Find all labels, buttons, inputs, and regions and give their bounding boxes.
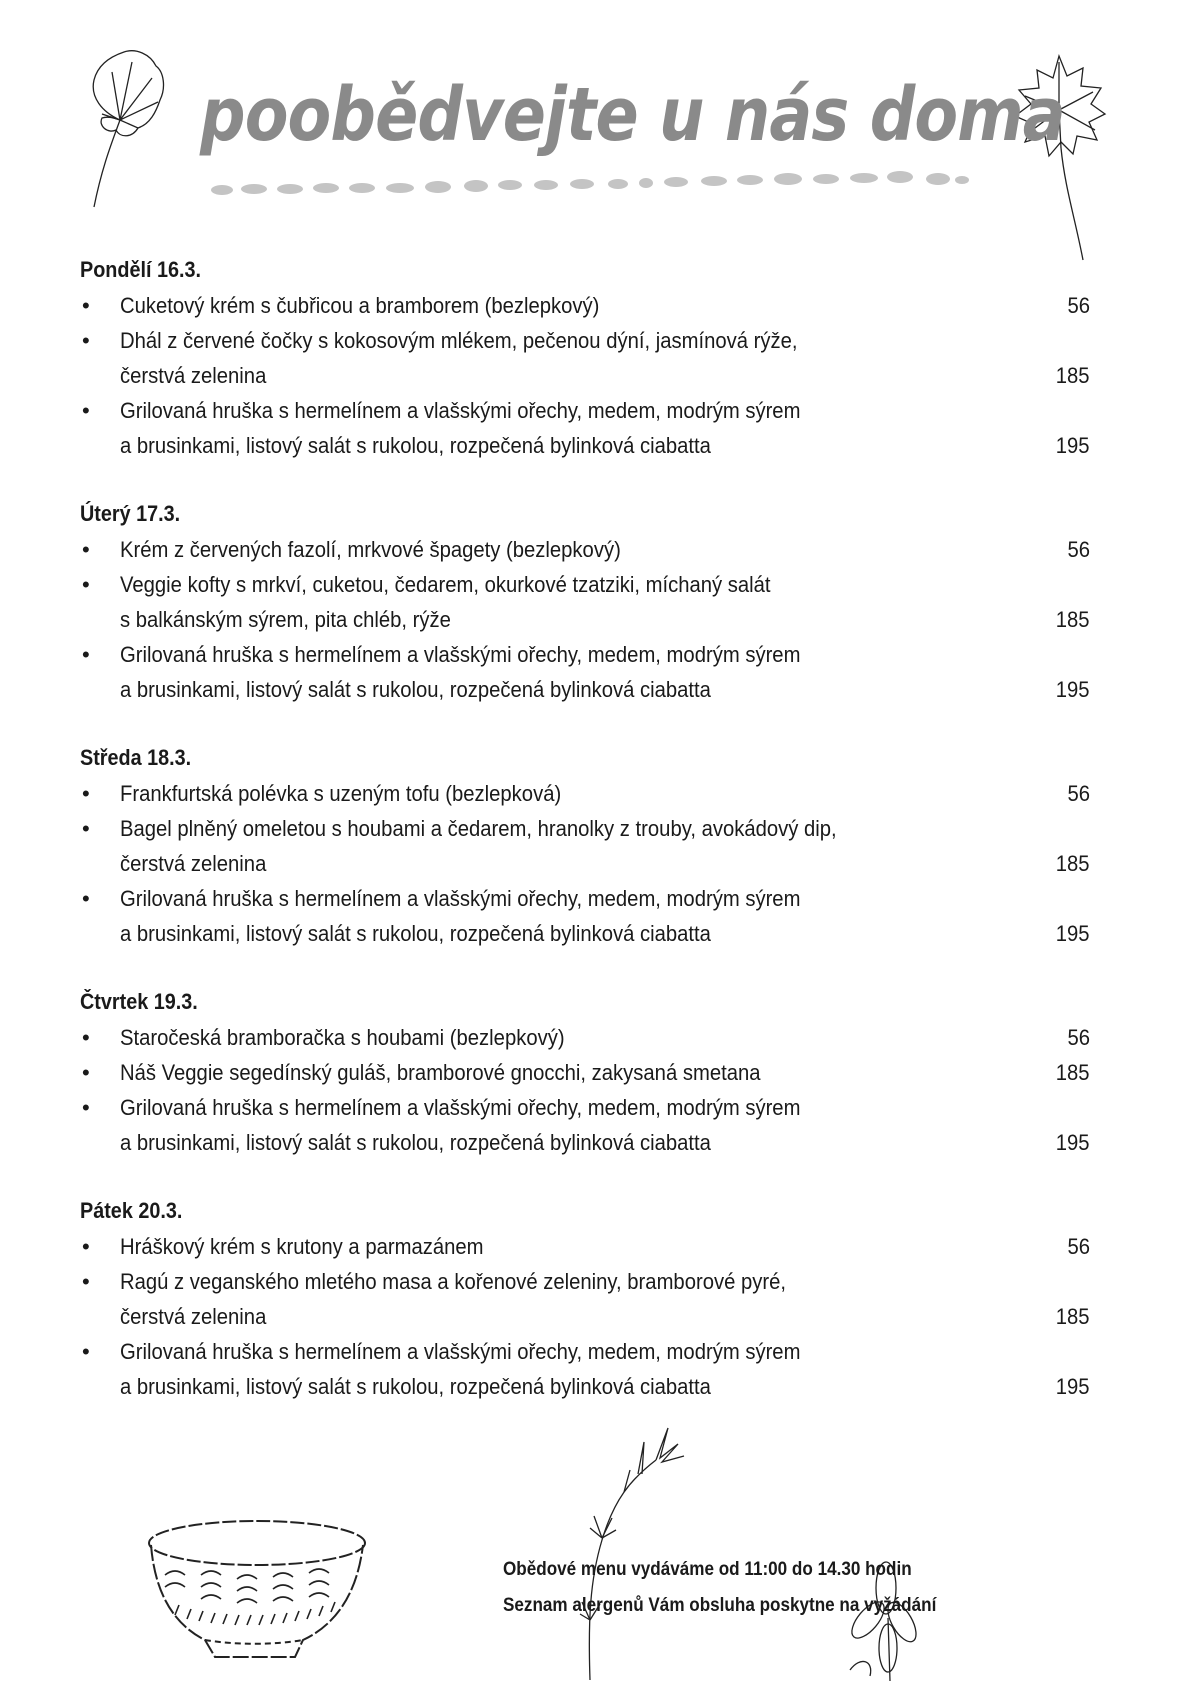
menu-item-price: 56 [1067, 781, 1090, 806]
menu-item-description [120, 776, 1020, 811]
decorative-dashed-underline [210, 168, 970, 198]
day-section-3 [80, 740, 1090, 951]
menu-item-line: Dhál z červené čočky s kokosovým mlékem, pečenou dýní, jasmínová rýže, [120, 328, 798, 353]
herb-sprig-icon [560, 1420, 720, 1681]
menu-item [80, 393, 1090, 463]
day-heading: Pátek 20.3. [80, 1198, 183, 1223]
page-title: poobědvejte u nás doma [200, 72, 1065, 158]
leaf-left-icon [72, 42, 182, 212]
menu-item-line: Grilovaná hruška s hermelínem a vlašskými ořechy, medem, modrým sýrem [120, 642, 801, 667]
serving-hours-note: Obědové menu vydáváme od 11:00 do 14.30 hodin [503, 1559, 912, 1580]
menu-item-description [120, 393, 1020, 463]
menu-item-line: Cuketový krém s čubřicou a bramborem (bezlepkový) [120, 293, 600, 318]
menu-item-line: Staročeská bramboračka s houbami (bezlepkový) [120, 1025, 565, 1050]
menu-item-line: a brusinkami, listový salát s rukolou, rozpečená bylinková ciabatta [120, 1374, 711, 1399]
menu-item [80, 323, 1090, 393]
menu-item-description [120, 532, 1020, 567]
bullet-icon: • [82, 572, 90, 597]
menu-item [80, 1055, 1090, 1090]
menu-item-description [120, 811, 1020, 881]
weekly-menu [80, 252, 1090, 1437]
bullet-icon: • [82, 642, 90, 667]
menu-item-line: čerstvá zelenina [120, 851, 267, 876]
menu-item-price: 195 [1056, 1374, 1090, 1399]
bullet-icon: • [82, 781, 90, 806]
menu-item-price: 56 [1067, 293, 1090, 318]
bullet-icon: • [82, 293, 90, 318]
menu-item-line: Náš Veggie segedínský guláš, bramborové gnocchi, zakysaná smetana [120, 1060, 761, 1085]
bullet-icon: • [82, 1269, 90, 1294]
allergens-note: Seznam alergenů Vám obsluha poskytne na vyžádání [503, 1595, 937, 1616]
menu-item-description [120, 637, 1020, 707]
menu-item-line: čerstvá zelenina [120, 363, 267, 388]
menu-item [80, 1264, 1090, 1334]
menu-item-description [120, 1334, 1020, 1404]
menu-item-price: 185 [1056, 1304, 1090, 1329]
menu-item-line: s balkánským sýrem, pita chléb, rýže [120, 607, 451, 632]
menu-item-price: 185 [1056, 1060, 1090, 1085]
menu-item-line: Hráškový krém s krutony a parmazánem [120, 1234, 484, 1259]
day-section-2 [80, 496, 1090, 707]
day-section-1 [80, 252, 1090, 463]
menu-item-description [120, 567, 1020, 637]
menu-item-price: 56 [1067, 537, 1090, 562]
bullet-icon: • [82, 816, 90, 841]
menu-item-price: 56 [1067, 1025, 1090, 1050]
menu-item [80, 1334, 1090, 1404]
day-section-5 [80, 1193, 1090, 1404]
menu-item-price: 185 [1056, 363, 1090, 388]
menu-item-line: Frankfurtská polévka s uzeným tofu (bezlepková) [120, 781, 562, 806]
menu-item-line: Krém z červených fazolí, mrkvové špagety (bezlepkový) [120, 537, 621, 562]
menu-item-description [120, 1090, 1020, 1160]
bullet-icon: • [82, 537, 90, 562]
bullet-icon: • [82, 1095, 90, 1120]
menu-item-price: 185 [1056, 851, 1090, 876]
menu-item [80, 881, 1090, 951]
bullet-icon: • [82, 1060, 90, 1085]
bullet-icon: • [82, 886, 90, 911]
menu-item [80, 811, 1090, 881]
menu-item-price: 195 [1056, 677, 1090, 702]
menu-item [80, 1090, 1090, 1160]
menu-item-line: Ragú z veganského mletého masa a kořenové zeleniny, bramborové pyré, [120, 1269, 786, 1294]
bullet-icon: • [82, 328, 90, 353]
menu-item-line: a brusinkami, listový salát s rukolou, rozpečená bylinková ciabatta [120, 921, 711, 946]
menu-item-line: Grilovaná hruška s hermelínem a vlašskými ořechy, medem, modrým sýrem [120, 1095, 801, 1120]
day-section-4 [80, 984, 1090, 1160]
menu-item-line: Grilovaná hruška s hermelínem a vlašskými ořechy, medem, modrým sýrem [120, 398, 801, 423]
menu-item-price: 195 [1056, 1130, 1090, 1155]
day-heading: Úterý 17.3. [80, 501, 181, 526]
menu-item-description [120, 1055, 1020, 1090]
menu-item [80, 1020, 1090, 1055]
menu-item [80, 567, 1090, 637]
menu-item-line: a brusinkami, listový salát s rukolou, rozpečená bylinková ciabatta [120, 1130, 711, 1155]
menu-item-line: Grilovaná hruška s hermelínem a vlašskými ořechy, medem, modrým sýrem [120, 1339, 801, 1364]
day-heading: Středa 18.3. [80, 745, 192, 770]
menu-item [80, 1229, 1090, 1264]
menu-item-price: 185 [1056, 607, 1090, 632]
menu-item-description [120, 1020, 1020, 1055]
menu-item [80, 637, 1090, 707]
menu-item [80, 776, 1090, 811]
menu-item-line: a brusinkami, listový salát s rukolou, rozpečená bylinková ciabatta [120, 677, 711, 702]
bullet-icon: • [82, 1025, 90, 1050]
bullet-icon: • [82, 398, 90, 423]
bullet-icon: • [82, 1339, 90, 1364]
menu-item-description [120, 881, 1020, 951]
menu-item [80, 288, 1090, 323]
day-heading: Pondělí 16.3. [80, 257, 202, 282]
menu-item-line: Bagel plněný omeletou s houbami a čedarem, hranolky z trouby, avokádový dip, [120, 816, 837, 841]
menu-item-price: 195 [1056, 433, 1090, 458]
footer-notes [503, 1552, 985, 1624]
menu-item-price: 56 [1067, 1234, 1090, 1259]
menu-item [80, 532, 1090, 567]
menu-item-line: Grilovaná hruška s hermelínem a vlašskými ořechy, medem, modrým sýrem [120, 886, 801, 911]
day-heading: Čtvrtek 19.3. [80, 989, 198, 1014]
menu-item-description [120, 288, 1020, 323]
menu-item-price: 195 [1056, 921, 1090, 946]
menu-item-line: a brusinkami, listový salát s rukolou, rozpečená bylinková ciabatta [120, 433, 711, 458]
menu-item-description [120, 323, 1020, 393]
menu-item-description [120, 1264, 1020, 1334]
bowl-icon [145, 1515, 375, 1665]
menu-item-line: čerstvá zelenina [120, 1304, 267, 1329]
menu-item-line: Veggie kofty s mrkví, cuketou, čedarem, okurkové tzatziki, míchaný salát [120, 572, 771, 597]
bullet-icon: • [82, 1234, 90, 1259]
menu-item-description [120, 1229, 1020, 1264]
